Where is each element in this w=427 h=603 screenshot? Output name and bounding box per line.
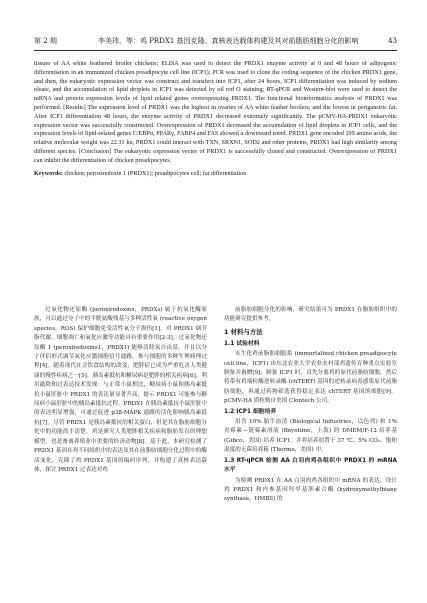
- paragraph-1-1: 永生化鸡前脂肪细胞系 (immortalized chicken preadipocyte cell line，ICP1) 由东北农业大学农业农村部鸡遗传育种重点实验室制备并惠赠[9]。制备 ICP1 时，首先分离鸡的原代前脂肪细胞，然后将带有鸡端粒酶逆转录酶 (chTERT) 基因的逆转录病毒感染原代前脂肪细胞，再通过药物筛选获得稳定表达 chTERT 基因的细胞[9]。pCMV-HA 质粒购自美国 Clontech 公司。: [224, 351, 397, 405]
- section-heading-1: 1 材料与方法: [224, 327, 263, 336]
- section-heading-1-3: 1.3 RT-qPCR 检测 AA 白羽肉鸡各组织中 PRDX1 的 mRNA 水平: [224, 457, 397, 474]
- keywords-text: chicken; peroxiredoxin 1 (PRDX1); preadipocytes cell; fat differentiation: [64, 169, 247, 177]
- body-columns: [34, 306, 397, 591]
- right-column: [224, 306, 397, 591]
- running-header: [34, 36, 397, 51]
- section-heading-1-1: 1.1 试验材料: [224, 340, 260, 347]
- intro-continuation: 前脂肪细胞分化的影响，研究结果可为 PRDX1 在脂肪组织中的功能研究提供参考。: [224, 307, 397, 323]
- paragraph-1-2: 用含 10% 胎牛血清 (Biological Industries，以色列) 和 1% 青霉素—链霉素溶液 (Beyotime，上海) 的 DMEM/F-12 培养基 (Gibco，美国) 培养 ICP1。并将培养皿置于 37 ℃、5% CO₂、饱和湿度的无菌培养箱 (Thermo，美国) 中。: [224, 419, 397, 454]
- keywords-line: [34, 170, 397, 179]
- keywords-label: Keywords:: [34, 169, 63, 177]
- page-number: 43: [388, 37, 397, 45]
- english-abstract: [34, 60, 397, 178]
- issue-label: 第 2 期: [34, 37, 57, 45]
- left-column: [34, 306, 207, 591]
- running-title: 李美玮，等：鸡 PRDX1 基因克隆、真核表达载体构建及其对前脂肪细胞分化的影响: [98, 37, 359, 45]
- intro-paragraph: 过氧化物还原酶 (peroxiredoxins，PRDXs) 属于抗氧化酶家族，可以通过分子中的半胱氨酸残基与多种活性氧 (reactive oxygen species，ROS) 保护细胞免受活性氧分子损伤[1]。对 PRDX1 调节脂代谢、细胞凋亡和氧化应激等功能具有重要作用[2-3]。过氧化物还原酶 1 (peroxiredoxins1，PRDX1) 能够清除氧自由基，并且以分子伴侣形式调节氧化应激细胞信号通路，参与细胞的多种生理病理过程[4]。随着现代社会饮食结构的改变，肥胖症已成为严重危害人类健康的慢性疾病之一[5]。胰岛素抵抗和糖尿病是肥胖的相关疾病[6]。利用敲除和过表达技术发现：与正常小鼠相比，糖尿病小鼠和胰岛素抵抗小鼠肝脏中 PRDX1 的表达量显著升高，提示 PRDX1 可能参与糖尿病小鼠肝脏中的胰岛素抵抗过程。PRDX1 在胰岛素抵抗小鼠肝脏中的表达明显增强，可通过促进 p38-MAPK 通路的活化影响胰岛素抵抗[7]。尽管 PRDX1 是胰岛素抵抗的相关蛋白，但是其在脂肪细胞分化中的功能尚不清楚。鸡是研究人类肥胖相关疾病和脂肪发育的理想模型，也是畜禽养殖业中重要的经济动物[8]。基于此，本研究检测了 PRDX1 基因在鸡不同组织中的表达及其在前脂肪细胞分化过程中的酶活变化，克隆了鸡 PRDX1 基因的编码序列，并构建了真核表达载体，探讨 PRDX1 过表达对鸡: [34, 307, 207, 473]
- abstract-text: tissues of AA white feathered broiler chickens; ELISA was used to detect the PRDX1 enzyme activity at 0 and 48 hours of adipogenic differentiation in an immunized chicken preadipocyte cell line (ICP1); PCR was used to clone the coding sequence of the chicken PRDX1 gene, and then, the eukaryotic expression vector was construct and transfect into ICP1, after 24 hours, ICP1 differentiation was induced by sodium oleate, and the accumulation of lipid droplets in ICP1 was detected by oil red O staining; RT-qPCR and Western-blot were used to detect the mRNA and protein expression levels of lipid related genes overexpressing PRDX1. The functional bioinformatics analysis of PRDX1 was performed. [Results] The expression level of PRDX1 was the highest in ovaries of AA white feather broilers, and the lowest in periganstric fat. After ICP1 differentiation 48 hours, the enzyme activity of PRDX1 decreased extremely significantly. The pCMV-HA-PRDX1 eukaryotic expression vector was successfully constructed. Overexpression of PRDX1 decreased the accumulation of lipid droplets in ICP1 cells, and the expression levels of lipid-related genes C/EBPα, PPARγ, FABP4 and FAS showed a downward trend. PRDX1 gene encoded 199 amino acids, the relative molecular weight was 22.31 ku, PRDX1 could interact with TXN, SRXN1, SOD2 and other proteins, PRDX1 had high similarity among different species. [Conclusion] The eukaryotic expression vector of PRDX1 is successfully cloned and constructed. Overexpression of PRDX1 can inhibit the differentiation of chicken preadipocytes.: [34, 60, 397, 164]
- section-heading-1-2: 1.2 ICP1 细胞培养: [224, 408, 277, 415]
- paragraph-1-3: 为检测 PRDX1 在 AA 白羽肉鸡各组织中 mRNA 的表达，设计鸡 PRDX1 和内参基因羟甲基胆素合酶 (hydroxymethylbiane synthase，HMBS) 的: [224, 477, 397, 503]
